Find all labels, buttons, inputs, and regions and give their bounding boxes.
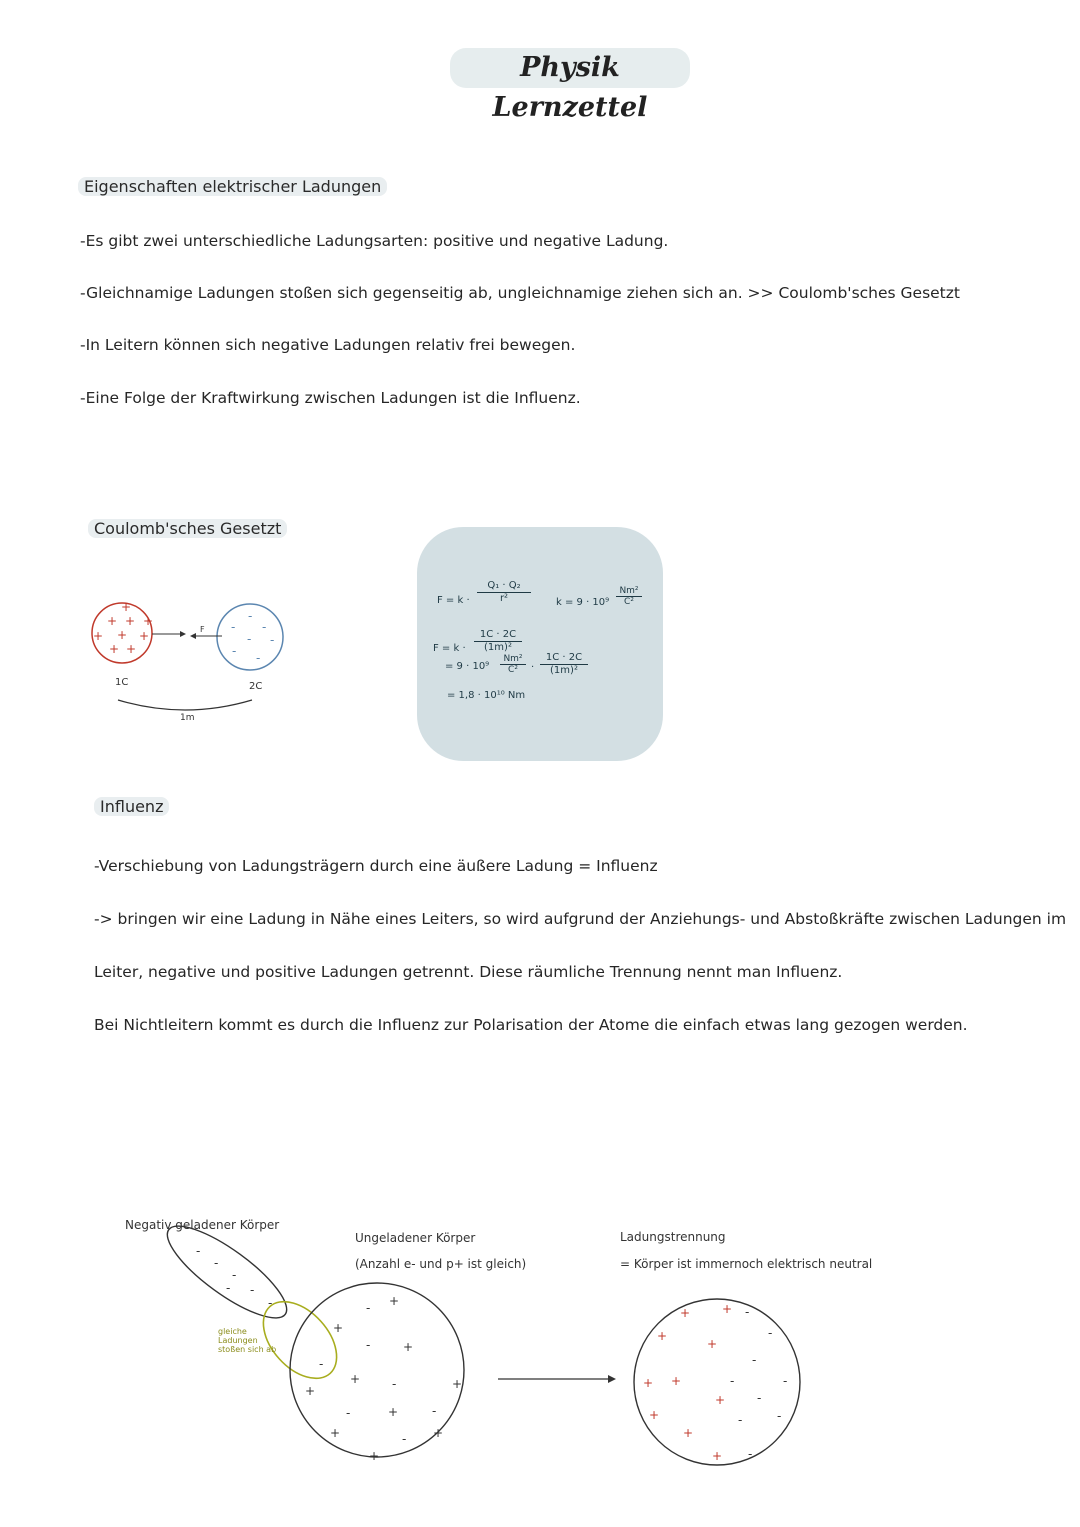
text-line: Bei Nichtleitern kommt es durch die Influenz zur Polarisation der Atome die einfach etwas lang gezogen werden. bbox=[94, 1016, 968, 1034]
separation-sublabel: = Körper ist immernoch elektrisch neutral bbox=[620, 1257, 873, 1271]
force-label: F bbox=[200, 625, 205, 634]
formula-k-unit bbox=[616, 586, 642, 607]
formula-f-lhs: F = k · bbox=[437, 595, 470, 606]
separation-label: Ladungstrennung bbox=[620, 1230, 726, 1244]
text-line: -Verschiebung von Ladungsträgern durch eine äußere Ladung = Influenz bbox=[94, 857, 658, 875]
text-line: -Es gibt zwei unterschiedliche Ladungsarten: positive und negative Ladung. bbox=[80, 232, 669, 250]
text-line: -In Leitern können sich negative Ladungen relativ frei bewegen. bbox=[80, 336, 576, 354]
formula-step1-fraction bbox=[474, 629, 522, 654]
step2-unit-denominator: C² bbox=[508, 665, 518, 675]
arrowhead-icon bbox=[190, 633, 196, 639]
step1-denominator: (1m)² bbox=[484, 642, 512, 653]
step1-numerator: 1C · 2C bbox=[479, 629, 517, 640]
step2-numerator: 1C · 2C bbox=[545, 652, 583, 663]
repulsion-annotation: gleiche Ladungen stoßen sich ab bbox=[218, 1327, 277, 1354]
step2-denominator: (1m)² bbox=[550, 665, 578, 676]
separated-body-circle bbox=[634, 1299, 800, 1465]
negative-body-label: Negativ geladener Körper bbox=[125, 1218, 280, 1232]
formula-step2-lhs: = 9 · 10⁹ bbox=[445, 661, 490, 672]
text-line: -> bringen wir eine Ladung in Nähe eines Leiters, so wird aufgrund der Anziehungs- und Abstoßkräfte zwischen Ladungen im bbox=[94, 910, 1067, 928]
text-line: Leiter, negative und positive Ladungen getrennt. Diese räumliche Trennung nennt man Influenz. bbox=[94, 963, 843, 981]
arrowhead-icon bbox=[180, 631, 186, 637]
text-line: -Eine Folge der Kraftwirkung zwischen Ladungen ist die Influenz. bbox=[80, 389, 581, 407]
section-heading-properties: Eigenschaften elektrischer Ladungen bbox=[78, 176, 387, 198]
formula-numerator: Q₁ · Q₂ bbox=[487, 580, 521, 591]
step2-unit-numerator: Nm² bbox=[503, 654, 523, 664]
distance-arc bbox=[118, 700, 252, 710]
text-line: -Gleichnamige Ladungen stoßen sich gegenseitig ab, ungleichnamige ziehen sich an. >> Coulomb'sches Gesetzt bbox=[80, 284, 960, 302]
formula-denominator: r² bbox=[499, 593, 509, 604]
distance-label: 1m bbox=[180, 713, 195, 723]
charge1-label: 1C bbox=[115, 677, 129, 688]
formula-result: = 1,8 · 10¹⁰ Nm bbox=[447, 690, 526, 701]
section-heading-influenz: Influenz bbox=[94, 796, 169, 818]
formula-k-lhs: k = 9 · 10⁹ bbox=[556, 597, 610, 608]
formula-fraction bbox=[477, 580, 531, 605]
k-unit-numerator: Nm² bbox=[619, 586, 639, 596]
k-unit-denominator: C² bbox=[624, 597, 634, 607]
formula-step2-unit bbox=[500, 654, 526, 675]
multiply-dot: · bbox=[531, 662, 535, 673]
neutral-body-sublabel: (Anzahl e- und p+ ist gleich) bbox=[355, 1257, 527, 1271]
neutral-body-label: Ungeladener Körper bbox=[355, 1231, 476, 1245]
page-title: Physik Lernzettel bbox=[450, 48, 690, 88]
formula-step2-fraction bbox=[540, 652, 588, 677]
formula-step1-lhs: F = k · bbox=[433, 643, 466, 654]
charge2-label: 2C bbox=[249, 681, 263, 692]
section-heading-coulomb: Coulomb'sches Gesetzt bbox=[88, 518, 287, 540]
arrowhead-icon bbox=[608, 1375, 616, 1383]
